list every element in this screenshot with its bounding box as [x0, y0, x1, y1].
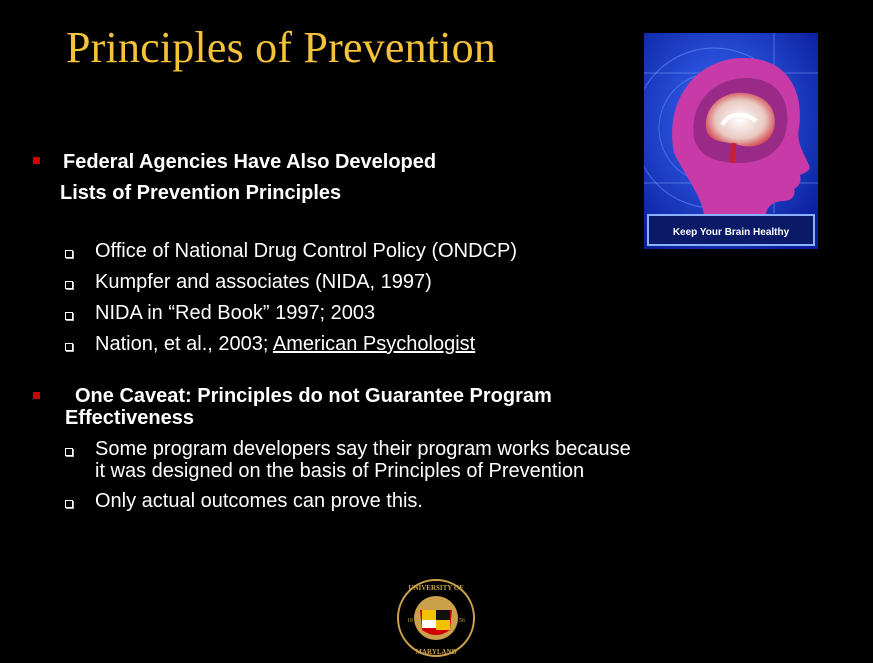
- svg-text:MARYLAND: MARYLAND: [415, 648, 457, 656]
- list-item-continuation: it was designed on the basis of Principles of Prevention: [95, 460, 585, 482]
- subbullet-marker: [65, 312, 73, 320]
- slide-title: Principles of Prevention: [66, 23, 497, 72]
- svg-text:56: 56: [459, 618, 465, 624]
- subbullet-marker: [65, 281, 73, 289]
- image-caption: Keep Your Brain Healthy: [672, 227, 790, 238]
- list-item: [95, 332, 475, 356]
- list-item-text: Nation, et al., 2003;: [95, 333, 273, 355]
- journal-link[interactable]: American Psychologist: [272, 333, 476, 355]
- bullet1-line2: Lists of Prevention Principles: [60, 182, 342, 204]
- list-item: Some program developers say their program works because: [95, 438, 631, 460]
- subbullet-marker: [65, 448, 73, 456]
- university-seal: [396, 578, 476, 658]
- brain-head-illustration: [644, 33, 818, 249]
- bullet2-line1: One Caveat: Principles do not Guarantee Program: [75, 385, 552, 407]
- list-item: NIDA in “Red Book” 1997; 2003: [95, 302, 376, 324]
- bullet-marker: [33, 392, 40, 399]
- bullet-marker: [33, 157, 40, 164]
- subbullet-marker: [65, 343, 73, 351]
- bullet2-line2: Effectiveness: [65, 407, 194, 429]
- bullet1-line1: Federal Agencies Have Also Developed: [63, 151, 437, 173]
- list-item: Office of National Drug Control Policy (ONDCP): [95, 240, 517, 262]
- svg-text:UNIVERSITY OF: UNIVERSITY OF: [408, 584, 464, 592]
- subbullet-marker: [65, 250, 73, 258]
- svg-text:18: 18: [407, 618, 413, 624]
- list-item: Only actual outcomes can prove this.: [95, 490, 423, 512]
- subbullet-marker: [65, 500, 73, 508]
- list-item: Kumpfer and associates (NIDA, 1997): [95, 271, 432, 293]
